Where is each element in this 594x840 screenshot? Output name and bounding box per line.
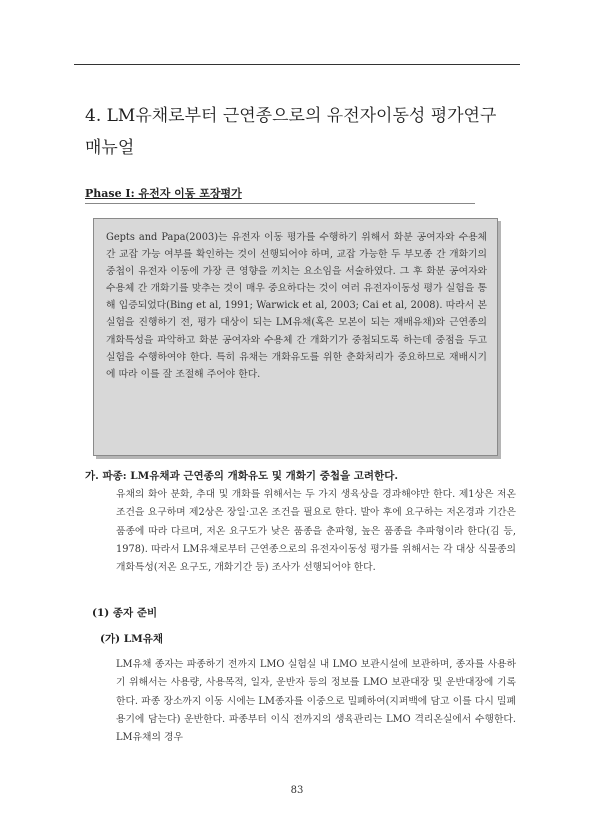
header-rule xyxy=(74,64,520,65)
page-number: 83 xyxy=(290,785,304,796)
summary-box xyxy=(93,218,498,456)
subsection-lm-rapeseed-heading: (가) LM유채 xyxy=(100,633,164,645)
phase-heading xyxy=(85,185,475,204)
chapter-title: 4. LM유채로부터 근연종으로의 유전자이동성 평가연구 매뉴얼 xyxy=(85,106,497,158)
section-ga-paragraph: 유채의 화아 분화, 추대 및 개화를 위해서는 두 가지 생육상을 경과해야만 한다. 제1상은 저온 조건을 요구하며 제2상은 장일·고온 조건을 필요로 한다. 발아 후에 요구하는 저온경과 기간은 품종에 따라 다르며, 저온 요구도가 낮은 품종을 춘파형, 높은 품종을 추파형이라 한다(김 등, 1978). 따라서 LM유채로부터 근연종으로의 유전자이동성 평가를 위해서는 각 대상 식물종의 개화특성(저온 요구도, 개화기간 등) 조사가 선행되어야 한다. xyxy=(116,489,516,574)
phase-heading-text: Phase I: 유전자 이동 포장평가 xyxy=(85,187,242,200)
summary-text: Gepts and Papa(2003)는 유전자 이동 평가를 수행하기 위해서 화분 공여자와 수용체 간 교잡 가능 여부를 확인하는 것이 선행되어야 하며, 교잡 가능한 두 부모종 간 개화기의 중첩이 유전자 이동에 가장 큰 영향을 끼치는 요소임을 서술하였다. 그 후 화분 공여자와 수용체 간 개화기를 맞추는 것이 매우 중요하다는 것이 여러 유전자이동성 평가 실험을 통해 입증되었다(Bing et al, 1991; Warwick et al, 2003; Cai et al, 2008). 따라서 본 실험을 진행하기 전, 평가 대상이 되는 LM유채(혹은 모본이 되는 재배유채)와 근연종의 개화특성을 파악하고 화분 공여자와 수용체 간 개화기가 중첩되도록 하는데 중점을 두고 실험을 수행하여야 한다. 특히 유채는 개화유도를 위한 춘화처리가 중요하므로 재배시기에 따라 이를 잘 조절해 주어야 한다. xyxy=(106,232,487,380)
subsection-lm-rapeseed-paragraph: LM유채 종자는 파종하기 전까지 LMO 실험실 내 LMO 보관시설에 보관하며, 종자를 사용하기 위해서는 사용량, 사용목적, 일자, 운반자 등의 정보를 LMO 보관대장 및 운반대장에 기록한다. 파종 장소까지 이동 시에는 LM종자를 이중으로 밀폐하여(지퍼백에 담고 이를 다시 밀폐용기에 담는다) 운반한다. 파종부터 이식 전까지의 생육관리는 LMO 격리온실에서 수행한다. LM유채의 경우 xyxy=(116,659,516,744)
subsection-seed-prep-heading: (1) 종자 준비 xyxy=(92,607,158,619)
section-ga-heading: 가. 파종: LM유채과 근연종의 개화유도 및 개화기 중첩을 고려한다. xyxy=(85,470,399,482)
